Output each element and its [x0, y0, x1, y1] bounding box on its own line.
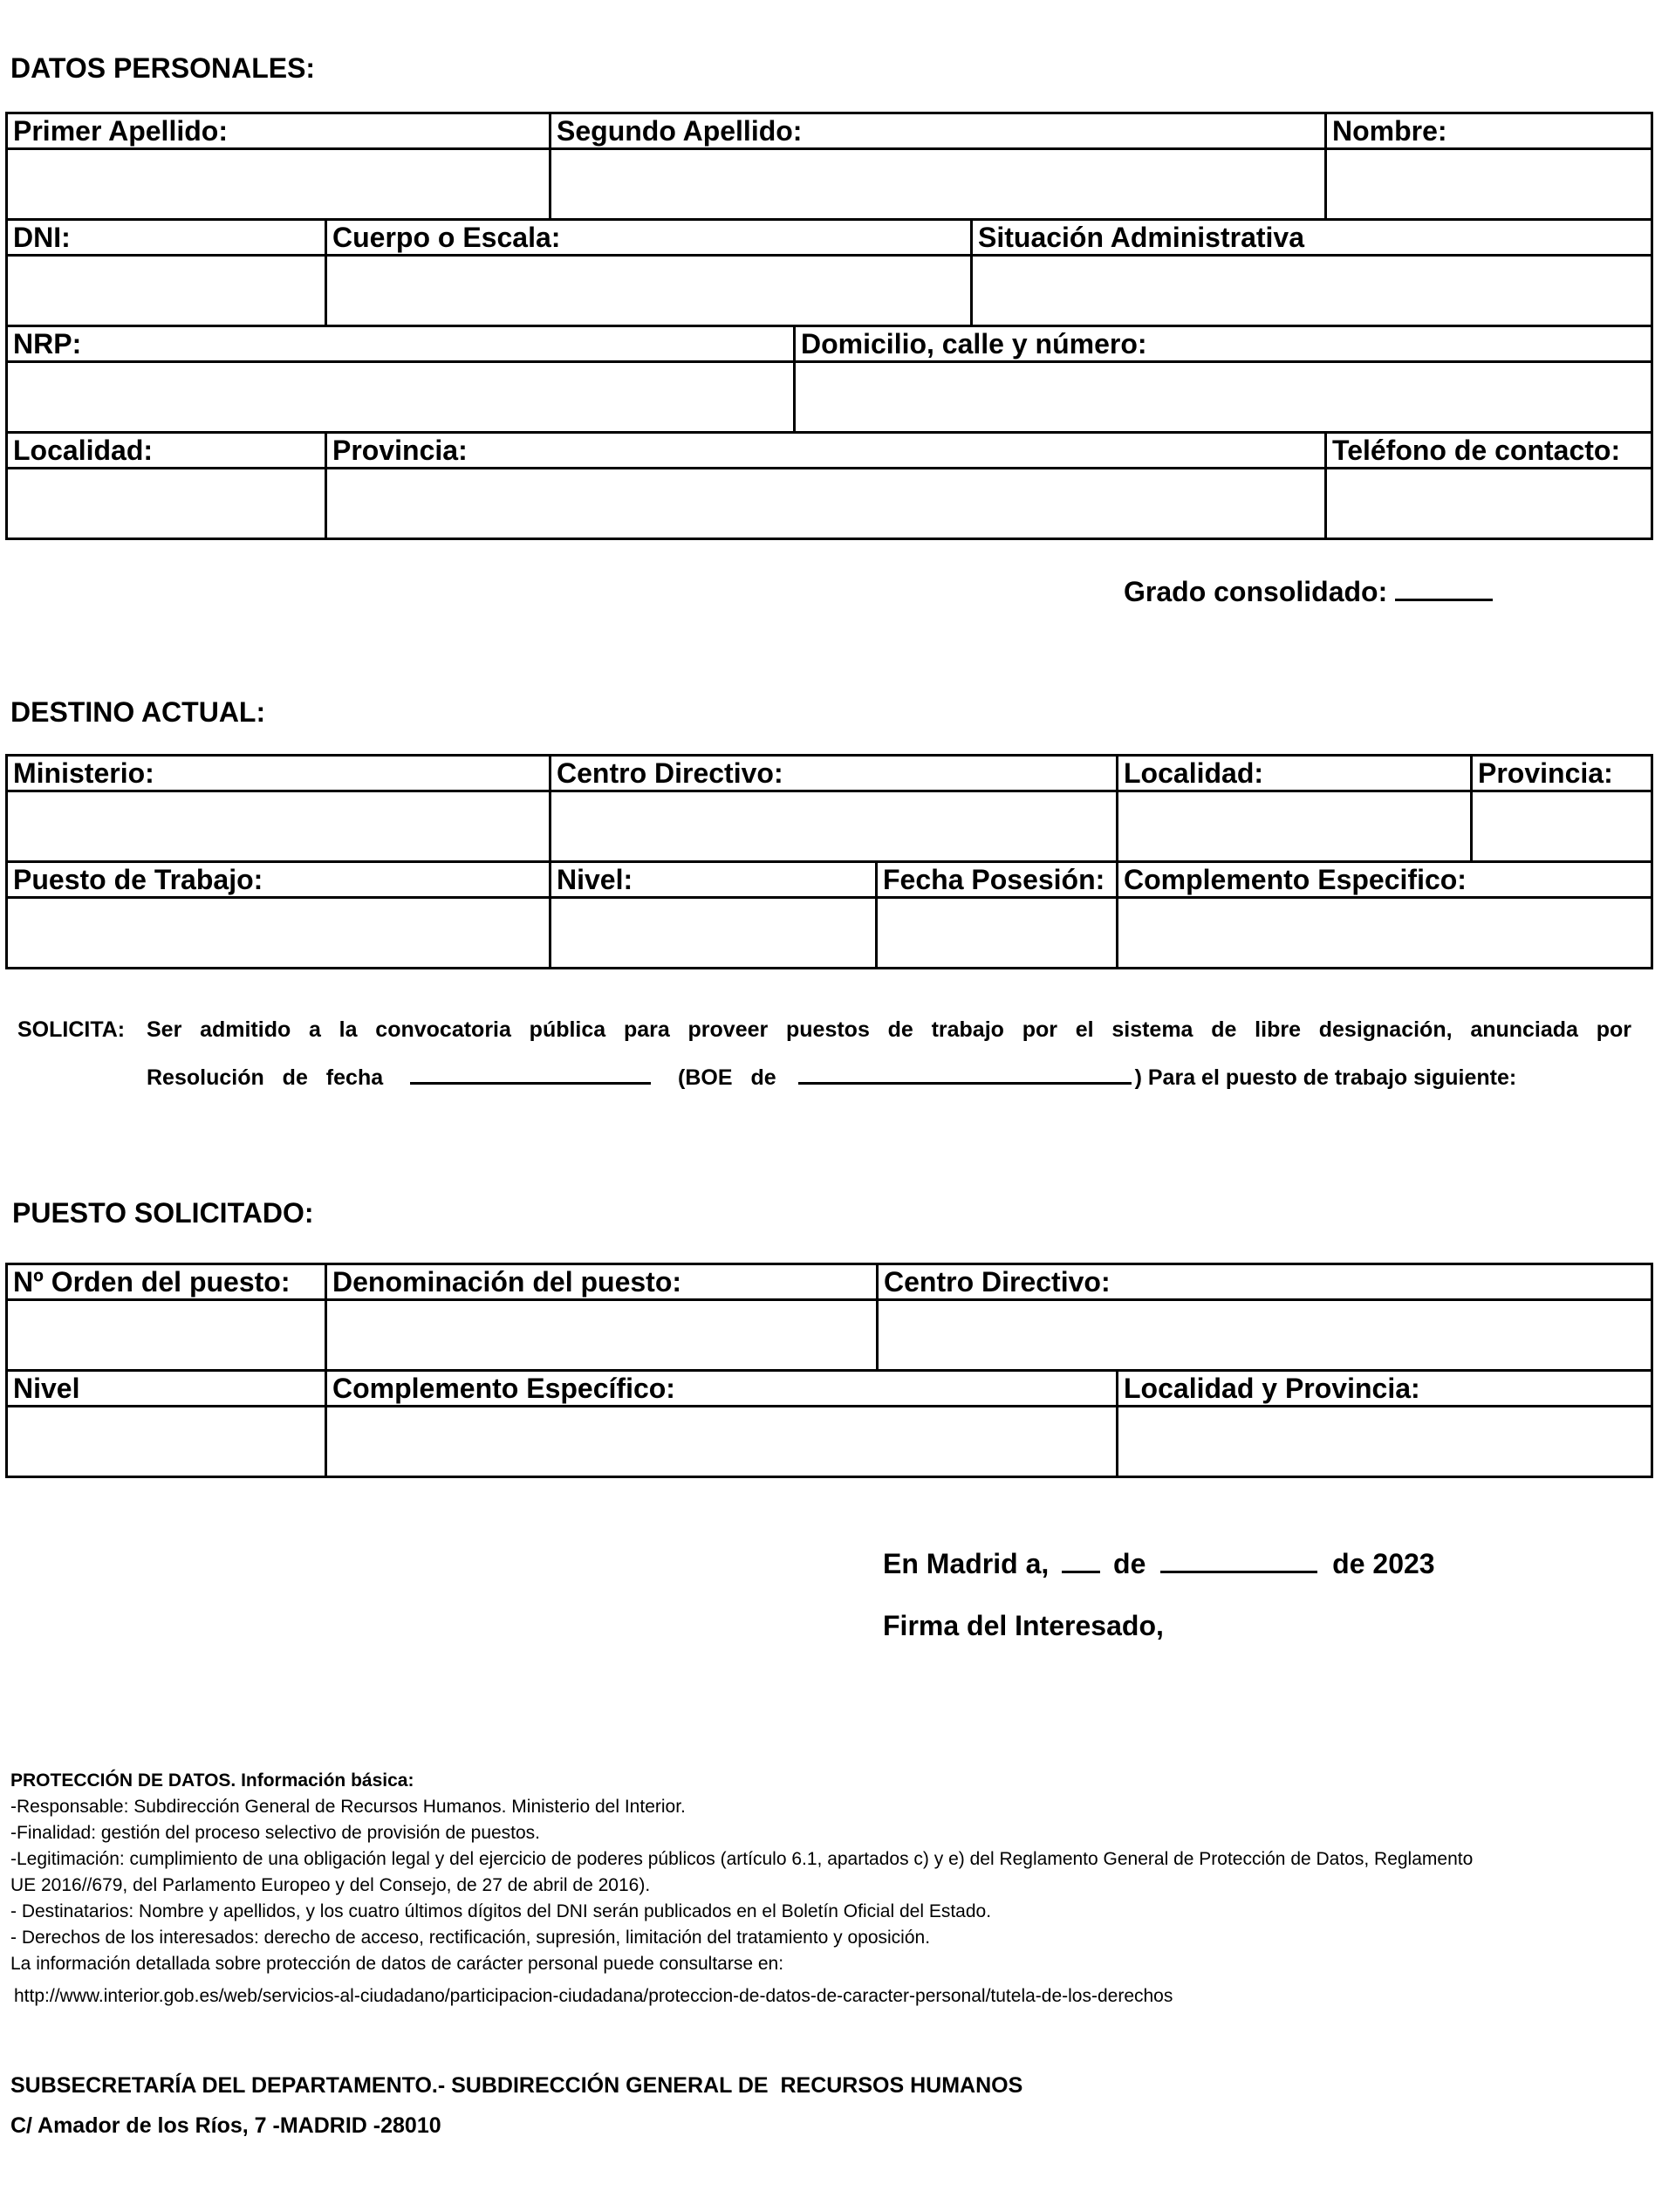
- field-provincia[interactable]: [326, 469, 1326, 539]
- label-puesto-trabajo: Puesto de Trabajo:: [7, 862, 551, 898]
- label-dni: DNI:: [7, 220, 326, 256]
- proteccion-datos-line: La información detallada sobre protección de datos de carácter personal puede consultarse en:: [10, 1954, 784, 1974]
- label-localidad-destino: Localidad:: [1118, 756, 1472, 791]
- label-centro-directivo-solicitado: Centro Directivo:: [878, 1264, 1652, 1300]
- proteccion-datos-line: -Responsable: Subdirección General de Recursos Humanos. Ministerio del Interior.: [10, 1797, 686, 1817]
- field-nivel-destino[interactable]: [551, 898, 877, 969]
- field-complemento-especifico-solicitado[interactable]: [326, 1407, 1118, 1477]
- field-centro-directivo-solicitado[interactable]: [878, 1300, 1652, 1371]
- label-complemento-especifico-solicitado: Complemento Específico:: [326, 1371, 1118, 1407]
- de-label: de: [1113, 1548, 1146, 1579]
- proteccion-datos-line: -Legitimación: cumplimiento de una obligación legal y del ejercicio de poderes públicos (artículo 6.1, apartados c) y e) del Reglamento General de Protección de Datos, Reglamento: [10, 1849, 1474, 1869]
- solicita-label: SOLICITA:: [17, 1017, 126, 1042]
- label-nivel-solicitado: Nivel: [7, 1371, 326, 1407]
- field-dni[interactable]: [7, 256, 326, 326]
- field-situacion-administrativa[interactable]: [972, 256, 1652, 326]
- label-situacion-administrativa: Situación Administrativa: [972, 220, 1652, 256]
- puesto-solicitado-table: [5, 1263, 1653, 1478]
- firma-interesado: Firma del Interesado,: [883, 1610, 1164, 1641]
- label-primer-apellido: Primer Apellido:: [7, 113, 551, 149]
- datos-personales-table: [5, 112, 1653, 540]
- label-denominacion-puesto: Denominación del puesto:: [326, 1264, 878, 1300]
- field-puesto-trabajo[interactable]: [7, 898, 551, 969]
- label-provincia: Provincia:: [326, 433, 1326, 469]
- field-ministerio[interactable]: [7, 791, 551, 862]
- grado-consolidado-blank[interactable]: [1395, 576, 1493, 601]
- section-title-datos-personales: DATOS PERSONALES:: [10, 52, 316, 84]
- label-localidad: Localidad:: [7, 433, 326, 469]
- field-localidad[interactable]: [7, 469, 326, 539]
- label-ministerio: Ministerio:: [7, 756, 551, 791]
- label-complemento-especifico-destino: Complemento Especifico:: [1118, 862, 1652, 898]
- dia-blank[interactable]: [1062, 1548, 1100, 1573]
- label-nrp: NRP:: [7, 326, 795, 362]
- footer-direccion: C/ Amador de los Ríos, 7 -MADRID -28010: [10, 2113, 441, 2138]
- label-segundo-apellido: Segundo Apellido:: [551, 113, 1326, 149]
- proteccion-datos-title: PROTECCIÓN DE DATOS. Información básica:: [10, 1770, 414, 1791]
- de-year-label: de 2023: [1332, 1548, 1435, 1579]
- field-centro-directivo[interactable]: [551, 791, 1118, 862]
- fecha-firma: [883, 1548, 1435, 1580]
- label-cuerpo-escala: Cuerpo o Escala:: [326, 220, 972, 256]
- label-provincia-destino: Provincia:: [1472, 756, 1652, 791]
- section-title-puesto-solicitado: PUESTO SOLICITADO:: [12, 1197, 314, 1229]
- footer-subsecretaria: SUBSECRETARÍA DEL DEPARTAMENTO.- SUBDIRECCIÓN GENERAL DE RECURSOS HUMANOS: [10, 2073, 1023, 2098]
- label-telefono: Teléfono de contacto:: [1326, 433, 1652, 469]
- grado-consolidado-label: Grado consolidado:: [1124, 576, 1388, 607]
- field-telefono[interactable]: [1326, 469, 1652, 539]
- proteccion-datos-url[interactable]: http://www.interior.gob.es/web/servicios-al-ciudadano/participacion-ciudadana/proteccion-de-datos-de-caracter-personal/tutela-de-los-derechos: [14, 1986, 1173, 2006]
- field-localidad-destino[interactable]: [1118, 791, 1472, 862]
- solicita-line1: Ser admitido a la convocatoria pública para proveer puestos de trabajo por el sistema de libre designación, anunciada por: [147, 1017, 1631, 1042]
- en-madrid-label: En Madrid a,: [883, 1548, 1050, 1579]
- destino-actual-table: [5, 754, 1653, 969]
- boe-label: (BOE de: [678, 1065, 776, 1090]
- resolucion-fecha-label: Resolución de fecha: [147, 1065, 384, 1090]
- para-puesto-text: ) Para el puesto de trabajo siguiente:: [1134, 1065, 1517, 1090]
- proteccion-datos-line: UE 2016//679, del Parlamento Europeo y del Consejo, de 27 de abril de 2016).: [10, 1875, 651, 1895]
- field-complemento-especifico-destino[interactable]: [1118, 898, 1652, 969]
- field-provincia-destino[interactable]: [1472, 791, 1652, 862]
- label-nombre: Nombre:: [1326, 113, 1652, 149]
- proteccion-datos-line: - Derechos de los interesados: derecho de acceso, rectificación, supresión, limitación del tratamiento y oposición.: [10, 1928, 931, 1948]
- field-domicilio[interactable]: [795, 362, 1652, 433]
- boe-blank[interactable]: [798, 1059, 1132, 1085]
- field-segundo-apellido[interactable]: [551, 149, 1326, 220]
- field-nombre[interactable]: [1326, 149, 1652, 220]
- proteccion-datos-line: -Finalidad: gestión del proceso selectivo de provisión de puestos.: [10, 1823, 541, 1843]
- label-nivel-destino: Nivel:: [551, 862, 877, 898]
- resolucion-fecha-blank[interactable]: [410, 1059, 651, 1085]
- label-orden-puesto: Nº Orden del puesto:: [7, 1264, 326, 1300]
- section-title-destino-actual: DESTINO ACTUAL:: [10, 696, 266, 728]
- field-primer-apellido[interactable]: [7, 149, 551, 220]
- label-localidad-provincia: Localidad y Provincia:: [1118, 1371, 1652, 1407]
- proteccion-datos-line: - Destinatarios: Nombre y apellidos, y los cuatro últimos dígitos del DNI serán publicados en el Boletín Oficial del Estado.: [10, 1901, 992, 1921]
- field-fecha-posesion[interactable]: [877, 898, 1118, 969]
- label-centro-directivo: Centro Directivo:: [551, 756, 1118, 791]
- solicita-line2: [147, 1059, 1516, 1091]
- grado-consolidado: [1124, 576, 1493, 608]
- field-cuerpo-escala[interactable]: [326, 256, 972, 326]
- field-nivel-solicitado[interactable]: [7, 1407, 326, 1477]
- field-nrp[interactable]: [7, 362, 795, 433]
- label-domicilio: Domicilio, calle y número:: [795, 326, 1652, 362]
- field-orden-puesto[interactable]: [7, 1300, 326, 1371]
- field-localidad-provincia[interactable]: [1118, 1407, 1652, 1477]
- mes-blank[interactable]: [1160, 1548, 1317, 1573]
- label-fecha-posesion: Fecha Posesión:: [877, 862, 1118, 898]
- field-denominacion-puesto[interactable]: [326, 1300, 878, 1371]
